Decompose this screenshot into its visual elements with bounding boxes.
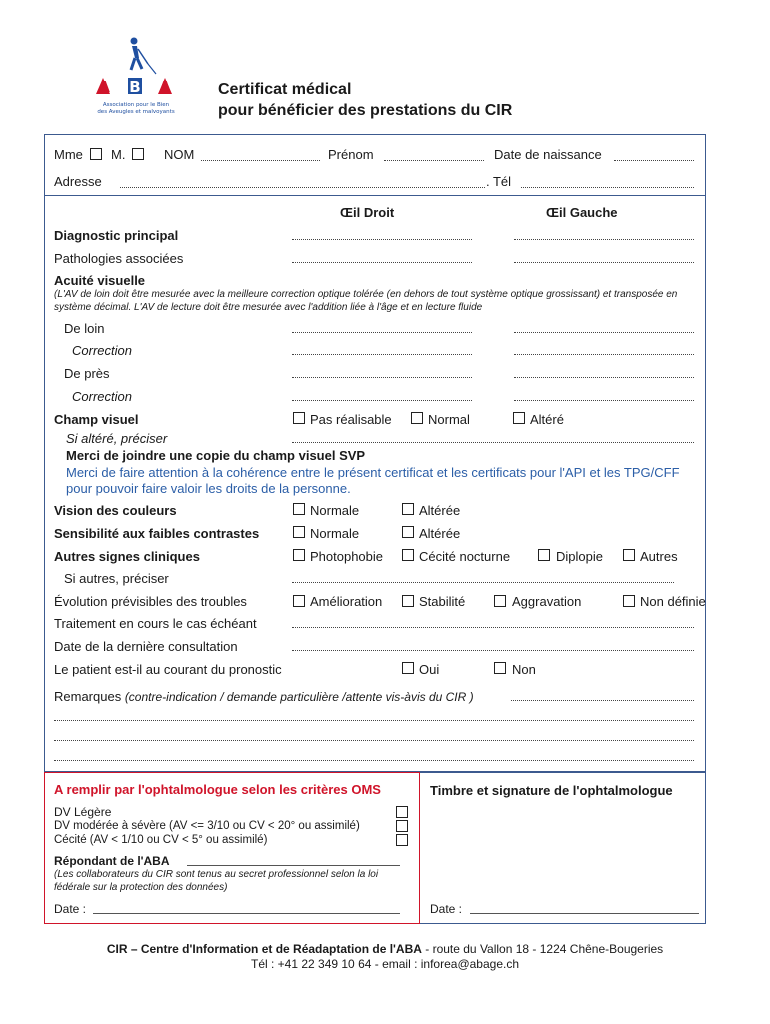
sensibilite-alteree-label: Altérée <box>419 526 461 541</box>
cecite-label: Cécité (AV < 1/10 ou CV < 5° ou assimilé) <box>54 834 268 846</box>
pathologies-od-field[interactable] <box>292 262 472 263</box>
repondant-label: Répondant de l'ABA <box>54 854 170 868</box>
naissance-field[interactable] <box>614 160 694 161</box>
derniere-consultation-field[interactable] <box>292 650 694 651</box>
derniere-consultation-label: Date de la dernière consultation <box>54 639 238 654</box>
footer-line-1 <box>0 942 770 957</box>
photophobie-checkbox[interactable] <box>293 549 305 561</box>
oms-title: A remplir par l'ophtalmologue selon les critères OMS <box>54 782 381 797</box>
nom-field[interactable] <box>201 160 320 161</box>
champ-altere-label: Altéré <box>530 412 564 427</box>
mme-checkbox[interactable] <box>90 148 102 160</box>
logo-letter-a1: A <box>98 78 110 96</box>
diagnostic-og-field[interactable] <box>514 239 694 240</box>
mme-label: Mme <box>54 147 83 162</box>
aggravation-label: Aggravation <box>512 594 582 609</box>
vision-normale-checkbox[interactable] <box>293 503 305 515</box>
correction-pres-label: Correction <box>72 389 132 404</box>
title-line-2: pour bénéficier des prestations du CIR <box>218 102 513 119</box>
vision-couleurs-label: Vision des couleurs <box>54 503 177 518</box>
oeil-droit-header: Œil Droit <box>340 205 395 220</box>
correction-loin-og-field[interactable] <box>514 354 694 355</box>
m-label: M. <box>111 147 126 162</box>
logo-tagline-1: Association pour le Bien <box>102 102 170 108</box>
sensibilite-normale-checkbox[interactable] <box>293 526 305 538</box>
logo-letter-b: B <box>129 78 141 96</box>
cecite-nocturne-checkbox[interactable] <box>402 549 414 561</box>
acuite-label: Acuité visuelle <box>54 273 146 288</box>
vision-alteree-checkbox[interactable] <box>402 503 414 515</box>
signature-date-label: Date : <box>430 902 463 916</box>
tel-field[interactable] <box>521 187 694 188</box>
amelioration-label: Amélioration <box>310 594 383 609</box>
dv-legere-label: DV Légère <box>54 805 112 819</box>
dv-moderee-label: DV modérée à sévère (AV <= 3/10 ou CV < 20° ou assimilé) <box>54 820 360 832</box>
title-line-1: Certificat médical <box>218 81 352 98</box>
autres-signes-label: Autres signes cliniques <box>54 549 200 564</box>
signature-date-field[interactable] <box>470 913 699 914</box>
oeil-gauche-header: Œil Gauche <box>546 205 618 220</box>
aba-logo-graphic <box>86 36 186 120</box>
pathologies-og-field[interactable] <box>514 262 694 263</box>
diplopie-checkbox[interactable] <box>538 549 550 561</box>
naissance-label: Date de naissance <box>494 147 602 162</box>
de-pres-og-field[interactable] <box>514 377 694 378</box>
cecite-nocturne-label: Cécité nocturne <box>419 549 511 564</box>
prenom-field[interactable] <box>384 160 484 161</box>
remarques-field-3[interactable] <box>54 740 694 741</box>
correction-pres-od-field[interactable] <box>292 400 472 401</box>
remarques-field-4[interactable] <box>54 760 694 761</box>
pronostic-non-label: Non <box>512 662 536 677</box>
champ-normal-label: Normal <box>428 412 470 427</box>
dv-legere-checkbox[interactable] <box>396 806 408 818</box>
oms-date-field[interactable] <box>93 913 400 914</box>
identity-divider <box>44 195 706 196</box>
adresse-label: Adresse <box>54 174 102 189</box>
photophobie-label: Photophobie <box>310 549 384 564</box>
stabilite-label: Stabilité <box>419 594 466 609</box>
footer-org: CIR – Centre d'Information et de Réadaptation de l'ABA <box>106 942 422 956</box>
remarques-field-2[interactable] <box>54 720 694 721</box>
oms-date-label: Date : <box>54 902 87 916</box>
m-checkbox[interactable] <box>132 148 144 160</box>
si-altere-label: Si altéré, préciser <box>66 431 168 446</box>
remarques-label <box>54 689 474 705</box>
si-altere-field[interactable] <box>292 442 694 443</box>
cecite-checkbox[interactable] <box>396 834 408 846</box>
logo-tagline-2: des Aveugles et malvoyants <box>97 109 175 115</box>
merci-attention-note: Merci de faire attention à la cohérence entre le présent certificat et les certificats pour l'API et les TPG/CFF pour pouvoir faire valoir les droits de la personne. <box>66 465 680 496</box>
repondant-field[interactable] <box>187 865 400 866</box>
remarques-title: Remarques <box>54 689 125 704</box>
oms-secret-note: (Les collaborateurs du CIR sont tenus au secret professionnel selon la loi fédérale sur la protection des données) <box>54 869 379 893</box>
acuite-note: (L'AV de loin doit être mesurée avec la meilleure correction optique tolérée (en dehors de tout système optique grossissant) et transposée en système décimal. L'AV de lecture doit être mesurée avec l'addition liée à l'âge et en lecture fluide <box>54 289 678 313</box>
aba-logo <box>86 36 186 120</box>
dv-moderee-checkbox[interactable] <box>396 820 408 832</box>
footer-address: - route du Vallon 18 - 1224 Chêne-Bougeries <box>421 942 664 956</box>
pronostic-label: Le patient est-il au courant du pronostic <box>54 662 282 677</box>
de-loin-od-field[interactable] <box>292 332 472 333</box>
correction-loin-od-field[interactable] <box>292 354 472 355</box>
de-pres-od-field[interactable] <box>292 377 472 378</box>
pathologies-label: Pathologies associées <box>54 251 184 266</box>
non-definie-label: Non définie <box>640 594 706 609</box>
footer-contact: Tél : +41 22 349 10 64 - email : inforea@abage.ch <box>250 957 520 971</box>
diagnostic-label: Diagnostic principal <box>54 228 179 243</box>
diplopie-label: Diplopie <box>556 549 603 564</box>
amelioration-checkbox[interactable] <box>293 595 305 607</box>
diagnostic-od-field[interactable] <box>292 239 472 240</box>
traitement-field[interactable] <box>292 627 694 628</box>
pronostic-oui-label: Oui <box>419 662 440 677</box>
evolution-label: Évolution prévisibles des troubles <box>54 594 247 609</box>
de-loin-label: De loin <box>64 321 105 336</box>
correction-loin-label: Correction <box>72 343 132 358</box>
si-autres-label: Si autres, préciser <box>64 571 169 586</box>
champ-visuel-label: Champ visuel <box>54 412 139 427</box>
champ-pas-realisable-checkbox[interactable] <box>293 412 305 424</box>
traitement-label: Traitement en cours le cas échéant <box>54 616 257 631</box>
champ-altere-checkbox[interactable] <box>513 412 525 424</box>
sensibilite-normale-label: Normale <box>310 526 360 541</box>
de-pres-label: De près <box>64 366 110 381</box>
non-definie-checkbox[interactable] <box>623 595 635 607</box>
sensibilite-label: Sensibilité aux faibles contrastes <box>54 526 260 541</box>
sensibilite-alteree-checkbox[interactable] <box>402 526 414 538</box>
merci-copie-note: Merci de joindre une copie du champ visuel SVP <box>66 448 366 463</box>
autres-checkbox[interactable] <box>623 549 635 561</box>
remarques-hint: (contre-indication / demande particulière /attente vis-àvis du CIR ) <box>124 690 474 704</box>
logo-letter-a2: A <box>159 78 171 96</box>
champ-pas-realisable-label: Pas réalisable <box>310 412 392 427</box>
correction-pres-og-field[interactable] <box>514 400 694 401</box>
de-loin-og-field[interactable] <box>514 332 694 333</box>
aggravation-checkbox[interactable] <box>494 595 506 607</box>
autres-label: Autres <box>640 549 678 564</box>
signature-title: Timbre et signature de l'ophtalmologue <box>430 783 673 798</box>
vision-normale-label: Normale <box>310 503 360 518</box>
champ-normal-checkbox[interactable] <box>411 412 423 424</box>
document-title <box>218 79 512 121</box>
nom-label: NOM <box>164 147 195 162</box>
tel-label: . Tél <box>486 174 512 189</box>
pronostic-non-checkbox[interactable] <box>494 662 506 674</box>
adresse-field[interactable] <box>120 187 485 188</box>
vision-alteree-label: Altérée <box>419 503 461 518</box>
prenom-label: Prénom <box>328 147 374 162</box>
remarques-field-1[interactable] <box>511 700 694 701</box>
pronostic-oui-checkbox[interactable] <box>402 662 414 674</box>
stabilite-checkbox[interactable] <box>402 595 414 607</box>
si-autres-field[interactable] <box>292 582 674 583</box>
